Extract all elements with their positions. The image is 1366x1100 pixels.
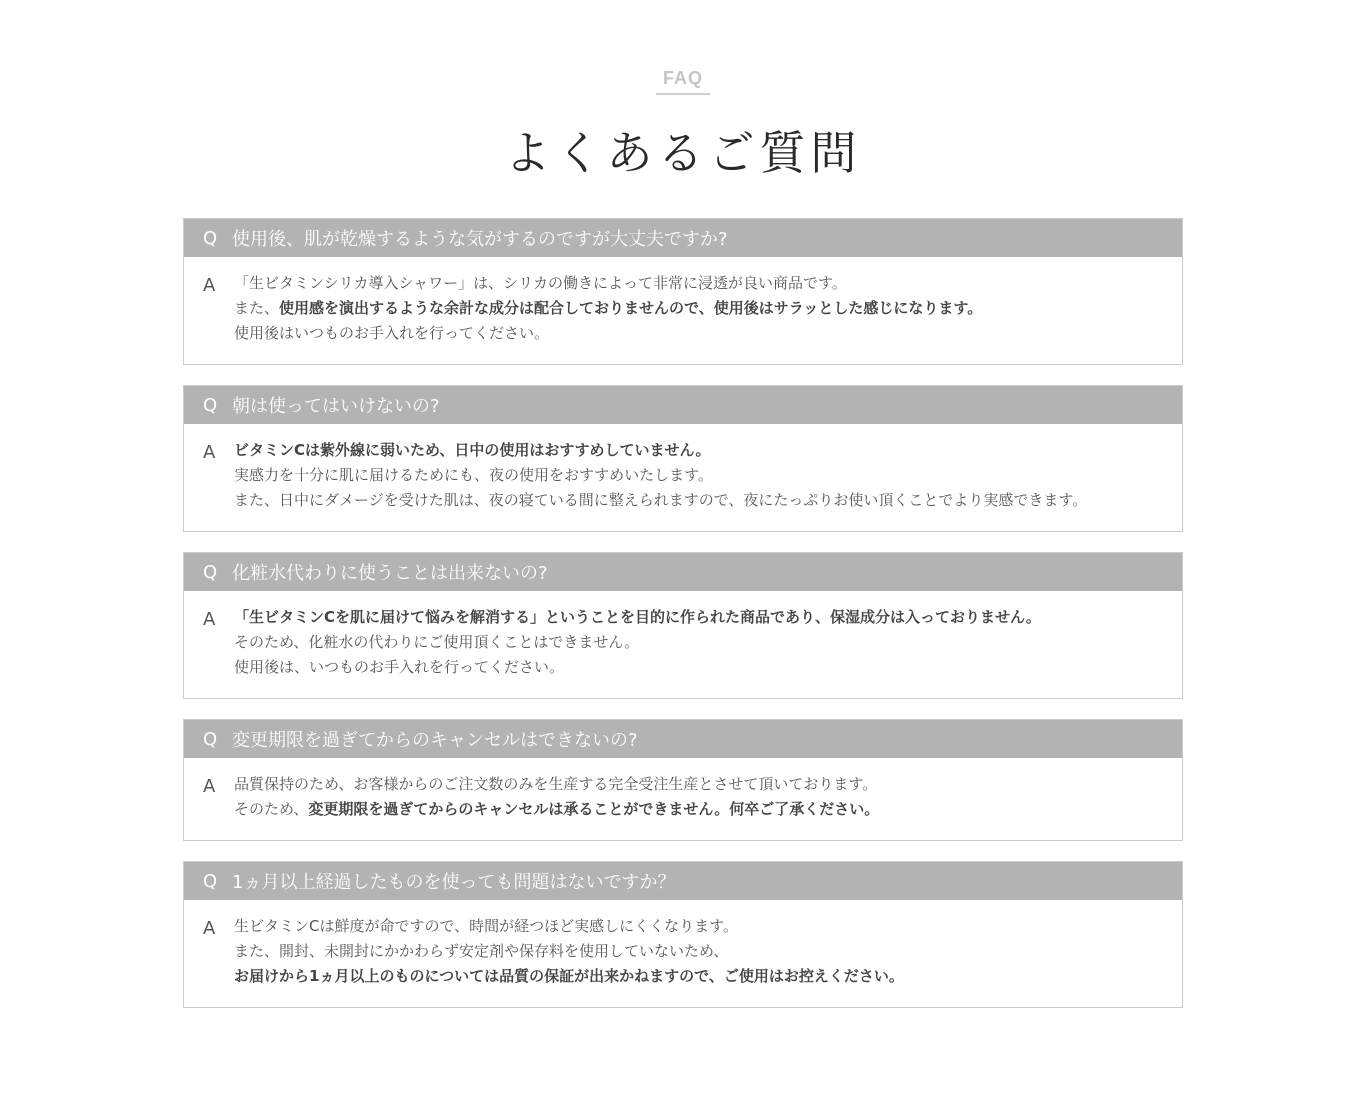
faq-item (183, 861, 1183, 1008)
question-mark: Q (203, 728, 218, 750)
answer-segment: 実感力を十分に肌に届けるためにも、夜の使用をおすすめいたします。 (234, 466, 713, 484)
question-mark: Q (203, 227, 218, 249)
answer-emphasis: 変更期限を過ぎてからのキャンセルは承ることができません。何卒ご了承ください。 (308, 800, 880, 818)
faq-item (183, 552, 1183, 699)
answer-line (234, 939, 1163, 964)
answer-segment: 品質保持のため、お客様からのご注文数のみを生産する完全受注生産とさせて頂いております。 (234, 775, 878, 793)
answer-segment: そのため、 (234, 800, 309, 818)
question-mark: Q (203, 394, 218, 416)
answer-segment: 使用後はいつものお手入れを行ってください。 (234, 324, 550, 342)
answer-segment: 使用後は、いつものお手入れを行ってください。 (234, 658, 565, 676)
answer-mark: A (203, 275, 216, 296)
faq-answer (184, 424, 1182, 531)
answer-segment: また、日中にダメージを受けた肌は、夜の寝ている間に整えられますので、夜にたっぷりお使い頂くことでより実感できます。 (234, 491, 1088, 509)
question-text: 変更期限を過ぎてからのキャンセルはできないの? (232, 730, 638, 751)
question-text: 朝は使ってはいけないの? (232, 396, 440, 417)
faq-header (0, 66, 1366, 183)
faq-list (183, 218, 1183, 1028)
faq-answer (184, 758, 1182, 840)
answer-emphasis: 使用感を演出するような余計な成分は配合しておりませんので、使用後はサラッとした感じになります。 (279, 299, 983, 317)
faq-answer (184, 257, 1182, 364)
answer-line (234, 463, 1163, 488)
answer-line (234, 630, 1163, 655)
question-text: 1ヵ月以上経過したものを使っても問題はないですか？ (232, 872, 676, 893)
faq-answer (184, 591, 1182, 698)
answer-mark: A (203, 609, 216, 630)
answer-text (234, 914, 1163, 989)
faq-answer (184, 900, 1182, 1007)
question-mark: Q (203, 870, 218, 892)
faq-item (183, 719, 1183, 841)
answer-segment: 「生ビタミンシリカ導入シャワー」は、シリカの働きによって非常に浸透が良い商品です。 (234, 274, 847, 292)
faq-question[interactable] (184, 553, 1182, 591)
faq-question[interactable] (184, 862, 1182, 900)
faq-label: FAQ (656, 66, 710, 95)
answer-mark: A (203, 442, 216, 463)
answer-line (234, 296, 1163, 321)
answer-text (234, 438, 1163, 513)
answer-text (234, 772, 1163, 822)
answer-line (234, 605, 1163, 630)
faq-question[interactable] (184, 219, 1182, 257)
question-text: 化粧水代わりに使うことは出来ないの? (232, 563, 548, 584)
answer-line (234, 772, 1163, 797)
answer-mark: A (203, 918, 216, 939)
answer-segment: また、開封、未開封にかかわらず安定剤や保存料を使用していないため、 (234, 942, 729, 960)
question-text: 使用後、肌が乾燥するような気がするのですが大丈夫ですか? (232, 229, 728, 250)
answer-emphasis: お届けから1ヵ月以上のものについては品質の保証が出来かねますので、ご使用はお控えください。 (234, 967, 904, 985)
answer-segment: そのため、化粧水の代わりにご使用頂くことはできません。 (234, 633, 640, 651)
faq-item (183, 218, 1183, 365)
answer-line (234, 797, 1163, 822)
faq-item (183, 385, 1183, 532)
answer-emphasis: ビタミンCは紫外線に弱いため、日中の使用はおすすめしていません。 (234, 441, 711, 459)
answer-segment: 生ビタミンCは鮮度が命ですので、時間が経つほど実感しにくくなります。 (234, 917, 738, 935)
answer-text (234, 271, 1163, 346)
answer-line (234, 321, 1163, 346)
answer-line (234, 655, 1163, 680)
answer-segment: また、 (234, 299, 280, 317)
question-mark: Q (203, 561, 218, 583)
answer-line (234, 964, 1163, 989)
page-title: よくあるご質問 (504, 126, 862, 180)
answer-text (234, 605, 1163, 680)
answer-line (234, 914, 1163, 939)
answer-line (234, 438, 1163, 463)
answer-line (234, 271, 1163, 296)
answer-emphasis: 「生ビタミンCを肌に届けて悩みを解消する」ということを目的に作られた商品であり、保湿成分は入っておりません。 (234, 608, 1041, 626)
answer-line (234, 488, 1163, 513)
faq-question[interactable] (184, 720, 1182, 758)
answer-mark: A (203, 776, 216, 797)
faq-question[interactable] (184, 386, 1182, 424)
